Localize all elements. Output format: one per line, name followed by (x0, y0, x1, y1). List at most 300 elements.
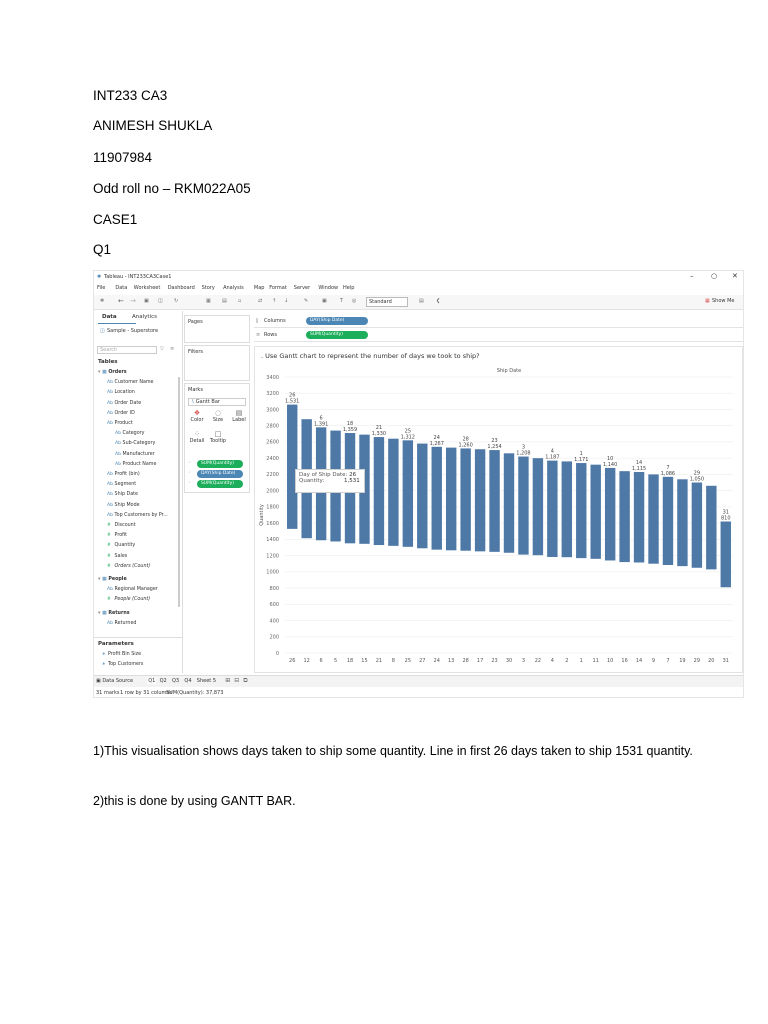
field-item[interactable] (107, 541, 135, 551)
sheet-tab-q4[interactable]: Q4 (184, 678, 192, 684)
highlight-icon[interactable]: ✎ (304, 298, 309, 304)
save-icon[interactable]: ▣ (144, 298, 149, 304)
detail-icon: ⁘ (194, 430, 200, 438)
new-story-icon[interactable]: ⧉ (243, 677, 248, 684)
x-tick-label: 28 (462, 658, 469, 664)
field-label: Order ID (113, 410, 135, 416)
menu-bar (94, 283, 743, 292)
pages-card[interactable] (184, 315, 250, 343)
table-group-people[interactable]: ▾ ▦ People (98, 577, 127, 582)
field-item[interactable] (107, 490, 138, 500)
table-group-label: Orders (108, 370, 127, 375)
new-dashboard-icon[interactable]: ⊟ (234, 677, 240, 684)
x-tick-label: 10 (606, 658, 614, 664)
doc-question: Q1 (93, 242, 112, 257)
menu-worksheet[interactable]: Worksheet (133, 285, 161, 291)
menu-server[interactable]: Server (293, 285, 311, 291)
data-label-day: 28 (462, 436, 469, 443)
gantt-bar (403, 440, 413, 547)
columns-label: Columns (264, 318, 286, 324)
data-label-quantity: 1,115 (631, 465, 647, 472)
gantt-bar (287, 405, 297, 529)
data-label-day: 14 (635, 459, 643, 466)
x-tick-label: 17 (476, 658, 484, 664)
sheet-tab-q3[interactable]: Q3 (172, 678, 180, 684)
field-item[interactable] (107, 595, 150, 605)
x-tick-label: 8 (391, 658, 395, 664)
gantt-bar (648, 474, 658, 563)
y-tick-label: 1800 (266, 504, 279, 511)
y-tick-label: 2800 (266, 423, 279, 430)
data-label-quantity: 1,267 (429, 440, 444, 447)
answer-2: 2)this is done by using GANTT BAR. (93, 794, 296, 808)
field-label: Profit (113, 533, 128, 539)
field-item[interactable] (107, 552, 127, 562)
marks-tooltip-button[interactable] (209, 430, 227, 444)
data-label-day: 24 (433, 434, 440, 441)
rows-shelf[interactable] (254, 329, 743, 342)
gantt-bar (417, 444, 427, 549)
field-label: Sales (113, 553, 128, 559)
sort-asc-icon[interactable]: ↑ (272, 298, 277, 304)
field-item[interactable] (107, 378, 154, 388)
dimension-icon: Ab (107, 620, 113, 626)
marks-label: Marks (188, 387, 203, 393)
data-label-day: 10 (606, 455, 614, 462)
doc-roll-number: Odd roll no – RKM022A05 (93, 181, 251, 196)
menu-data[interactable]: Data (115, 285, 128, 291)
field-label: Regional Manager (113, 587, 158, 593)
gantt-bar (547, 461, 557, 557)
x-tick-label: 16 (621, 658, 628, 664)
field-label: Returned (113, 620, 137, 626)
gantt-bar (706, 486, 716, 570)
field-item[interactable] (115, 429, 144, 439)
field-item[interactable] (107, 585, 158, 595)
y-tick-label: 1600 (266, 520, 279, 527)
measure-icon: # (107, 563, 111, 569)
dimension-icon: Ab (107, 587, 113, 593)
filters-label: Filters (188, 349, 203, 355)
x-tick-label: 21 (375, 658, 383, 664)
field-label: Sub-Category (121, 441, 156, 447)
field-label: Top Customers by Pr... (113, 512, 168, 518)
mark-type-select[interactable]: ∖ Gantt Bar (188, 398, 246, 406)
sheet-tab-data-source[interactable]: ▣ Data Source (96, 678, 134, 684)
swap-icon[interactable]: ⇄ (258, 298, 263, 304)
x-tick-label: 20 (708, 658, 715, 664)
field-item[interactable] (107, 562, 150, 572)
dimension-icon: Ab (107, 482, 113, 488)
marks-button-label: Detail (189, 438, 205, 444)
measure-icon: # (107, 543, 111, 549)
x-tick-label: 27 (419, 658, 426, 664)
maximize-icon[interactable]: ○ (711, 272, 718, 280)
dimension-icon: Ab (115, 431, 121, 437)
x-tick-label: 6 (319, 658, 323, 664)
dimension-icon: Ab (107, 472, 113, 477)
field-item[interactable] (107, 480, 136, 490)
fit-select[interactable]: Standard (366, 297, 408, 307)
marks-button-label: Color (190, 417, 204, 423)
y-tick-label: 1200 (266, 553, 279, 560)
doc-course: INT233 CA3 (93, 88, 168, 103)
toolbar (94, 295, 743, 310)
table-group-label: People (108, 577, 127, 582)
tooltip-key-quantity: Quantity: (299, 478, 325, 484)
x-tick-label: 15 (361, 658, 368, 664)
tooltip-key-day: Day of Ship Date: (299, 472, 348, 478)
gantt-bar (619, 471, 629, 562)
data-label-quantity: 1,312 (400, 434, 416, 441)
status-marks: 31 marks (96, 690, 120, 696)
sheet-tab-sheet-5[interactable]: Sheet 5 (196, 678, 217, 684)
status-dimensions: 1 row by 31 columns (120, 690, 173, 696)
gantt-bar (605, 468, 615, 561)
gantt-bar (692, 483, 702, 568)
gantt-bar (721, 521, 731, 587)
show-me-icon[interactable]: ▦ (705, 298, 710, 304)
forward-icon[interactable]: → (130, 297, 136, 305)
field-label: Order Date (113, 400, 142, 406)
data-label-day: 26 (289, 392, 296, 399)
field-item[interactable] (107, 419, 133, 429)
field-item[interactable] (107, 409, 135, 419)
marks-color-button[interactable] (188, 409, 206, 423)
parameters-header: Parameters (98, 641, 134, 647)
size-icon: ◌ (214, 409, 222, 417)
data-label-quantity: 810 (721, 515, 731, 522)
field-label: Location (113, 390, 135, 396)
field-label: Profit (bin) (113, 472, 140, 477)
new-datasource-icon[interactable]: ◫ (158, 298, 163, 304)
data-label-quantity: 1,171 (574, 457, 589, 464)
dimension-icon: Ab (107, 380, 113, 386)
data-label-day: 21 (375, 425, 383, 432)
gantt-bar (388, 439, 398, 546)
x-tick-label: 29 (693, 658, 701, 664)
chart-header: Ship Date (496, 368, 522, 374)
filters-card[interactable] (184, 345, 250, 381)
measure-icon: # (107, 523, 111, 528)
table-group-label: Returns (108, 610, 130, 616)
marks-button-label: Size (212, 417, 224, 423)
menu-icon[interactable]: ≡ (170, 346, 175, 352)
gantt-bar (533, 458, 543, 555)
x-tick-label: 25 (404, 658, 412, 664)
field-item[interactable] (107, 521, 136, 531)
window-title: Tableau - INT233CA3Case1 (104, 274, 172, 280)
clear-icon[interactable]: ▫ (238, 298, 242, 304)
sheet-tabs-bar (94, 675, 743, 687)
data-label-day: 18 (346, 421, 354, 428)
shelves-column (184, 311, 250, 673)
field-label: Ship Date (113, 492, 138, 498)
menu-analysis[interactable]: Analysis (223, 285, 244, 291)
field-item[interactable] (107, 531, 127, 541)
chart-title: . Use Gantt chart to represent the number of days we took to ship? (261, 352, 480, 360)
dimension-icon: Ab (107, 502, 113, 508)
answer-1: 1)This visualisation shows days taken to ship some quantity. Line in first 26 days taken to ship 1531 quantity. (93, 744, 693, 758)
gantt-bar (562, 461, 572, 557)
datasource-name[interactable]: Sample - Superstore (107, 328, 159, 334)
tab-data[interactable]: Data (102, 314, 117, 320)
y-tick-label: 3400 (266, 374, 279, 381)
data-label-quantity: 1,208 (516, 450, 531, 457)
field-item[interactable] (115, 450, 155, 460)
sort-desc-icon[interactable]: ↓ (284, 298, 289, 304)
field-label: Customer Name (113, 380, 154, 386)
mark-pill-quantity[interactable]: SUM(Quantity) (197, 460, 243, 468)
gantt-bar (634, 472, 644, 563)
gantt-bar (432, 447, 442, 550)
rows-pill[interactable]: SUM(Quantity) (306, 331, 368, 339)
label-icon: ▤ (235, 409, 243, 417)
data-label-day: 29 (693, 470, 701, 477)
field-item[interactable] (107, 501, 140, 511)
x-tick-label: 31 (722, 658, 729, 664)
data-panel (94, 311, 183, 673)
measure-icon: # (107, 597, 111, 603)
x-tick-label: 2 (565, 658, 569, 664)
close-icon[interactable]: ✕ (732, 272, 738, 280)
status-sum: SUM(Quantity): 37,873 (166, 690, 224, 696)
color-icon: ❖ (193, 409, 201, 417)
tooltip-icon: □ (214, 430, 222, 438)
marks-size-button[interactable] (209, 409, 227, 423)
menu-story[interactable]: Story (201, 285, 215, 291)
gantt-bar (460, 448, 470, 550)
data-label-quantity: 1,260 (458, 442, 473, 449)
field-label: Ship Mode (113, 502, 140, 508)
x-tick-label: 26 (289, 658, 296, 664)
x-tick-label: 7 (666, 658, 670, 664)
y-tick-label: 800 (269, 585, 279, 592)
label-mark-icon: ◦ (188, 480, 191, 486)
y-tick-label: 2000 (266, 488, 279, 495)
columns-pill[interactable]: DAY(Ship Date) (306, 317, 368, 325)
x-tick-label: 3 (521, 658, 526, 664)
gantt-bar (576, 463, 586, 558)
y-tick-label: 2400 (266, 455, 279, 462)
menu-map[interactable]: Map (253, 285, 265, 291)
sheet-tab-q2[interactable]: Q2 (159, 678, 167, 684)
table-group-returns[interactable]: ▾ ▦ Returns (98, 610, 130, 616)
detail-mark-icon: ◦ (188, 470, 191, 476)
field-item[interactable] (107, 399, 141, 409)
marks-label-button[interactable] (230, 409, 248, 423)
field-item[interactable] (107, 470, 140, 480)
field-label: Orders (Count) (113, 563, 151, 569)
x-tick-label: 12 (303, 658, 310, 664)
gantt-bar (446, 448, 456, 551)
field-item[interactable] (107, 388, 135, 398)
viz-pane (254, 346, 743, 673)
gantt-chart (255, 347, 742, 672)
gantt-bar (591, 465, 601, 559)
data-label-quantity: 1,140 (602, 461, 618, 468)
x-tick-label: 1 (579, 658, 583, 664)
field-scrollbar[interactable] (178, 377, 180, 607)
marks-card (184, 383, 250, 493)
rows-icon: ≡ (256, 332, 261, 338)
tableau-icon: ✱ (97, 274, 102, 280)
table-group-orders[interactable]: ▾ ▦ Orders (98, 370, 127, 375)
menu-window[interactable]: Window (318, 285, 339, 291)
data-label-quantity: 1,330 (371, 431, 387, 438)
doc-case: CASE1 (93, 212, 138, 227)
data-label-day: 1 (579, 451, 583, 458)
labels-icon[interactable]: T (340, 298, 344, 304)
gantt-bar (518, 457, 528, 555)
data-label-day: 3 (521, 444, 526, 451)
x-tick-label: 30 (505, 658, 513, 664)
y-tick-label: 600 (269, 602, 279, 609)
measure-icon: # (107, 553, 111, 559)
parameter-item[interactable]: ∗ Top Customers (102, 662, 144, 667)
y-tick-label: 2200 (266, 472, 279, 479)
x-tick-label: 23 (491, 658, 498, 664)
data-label-day: 23 (491, 438, 498, 445)
sheet-tab-q1[interactable]: Q1 (148, 678, 156, 684)
dimension-icon: Ab (115, 461, 121, 467)
dimension-icon: Ab (107, 512, 113, 518)
filter-icon[interactable]: ▽ (160, 346, 164, 352)
data-label-quantity: 1,086 (660, 470, 676, 477)
data-label-day: 25 (404, 428, 412, 435)
gantt-bar (663, 477, 673, 565)
field-item[interactable] (115, 460, 156, 470)
tab-analytics[interactable]: Analytics (132, 314, 157, 320)
x-tick-label: 22 (534, 658, 542, 664)
field-item[interactable] (107, 619, 136, 629)
group-icon[interactable]: ▣ (322, 298, 327, 304)
field-label: Segment (113, 482, 137, 488)
show-me-button[interactable]: Show Me (712, 298, 735, 304)
pause-icon[interactable]: ↻ (174, 298, 179, 304)
columns-shelf[interactable] (254, 315, 743, 328)
datasource-icon: ◫ (100, 328, 105, 334)
menu-help[interactable]: Help (343, 285, 355, 291)
field-label: Quantity (113, 543, 136, 549)
pages-label: Pages (188, 319, 203, 325)
share-icon[interactable]: ❮ (436, 298, 441, 304)
tableau-logo-icon[interactable]: ✱ (100, 298, 105, 304)
back-icon[interactable]: ← (118, 297, 124, 305)
data-label-quantity: 1,359 (342, 427, 358, 434)
y-tick-label: 400 (269, 618, 279, 625)
y-tick-label: 0 (275, 650, 279, 657)
gantt-bar (504, 453, 514, 552)
parameter-item[interactable]: ∗ Profit Bin Size (102, 652, 142, 657)
field-label: Product (113, 421, 133, 426)
mark-pill-quantity-label[interactable]: SUM(Quantity) (197, 480, 243, 488)
x-tick-label: 19 (679, 658, 686, 664)
x-tick-label: 11 (592, 658, 599, 664)
x-tick-label: 24 (433, 658, 440, 664)
data-label-day: 4 (550, 448, 554, 455)
x-tick-label: 13 (448, 658, 455, 664)
minimize-icon[interactable]: – (690, 272, 694, 280)
marks-button-label: Label (232, 417, 246, 423)
menu-format[interactable]: Format (269, 285, 287, 291)
measure-icon: # (107, 533, 111, 539)
data-label-quantity: 1,531 (285, 398, 300, 405)
gantt-bar (677, 479, 687, 566)
status-bar (94, 687, 743, 698)
dimension-icon: Ab (107, 400, 113, 406)
doc-author: ANIMESH SHUKLA (93, 118, 213, 133)
new-worksheet-icon[interactable]: ⊞ (225, 677, 231, 684)
x-tick-label: 14 (635, 658, 643, 664)
new-sheet-icon[interactable]: ▦ (206, 298, 211, 304)
tables-header: Tables (98, 359, 118, 365)
data-label-day: 31 (722, 509, 729, 516)
dimension-icon: Ab (107, 410, 113, 416)
field-label: Product Name (121, 461, 157, 467)
data-label-quantity: 1,050 (689, 476, 705, 483)
gantt-bar (374, 437, 384, 545)
field-label: Discount (113, 523, 136, 528)
data-label-day: 6 (319, 415, 323, 422)
pin-icon[interactable]: ◎ (352, 298, 357, 304)
y-tick-label: 200 (269, 634, 279, 641)
dimension-icon: Ab (107, 421, 113, 426)
dimension-icon: Ab (107, 390, 113, 396)
title-bar (94, 271, 743, 282)
duplicate-icon[interactable]: ▤ (222, 298, 227, 304)
field-label: Manufacturer (121, 451, 155, 457)
marks-detail-button[interactable] (188, 430, 206, 444)
dimension-icon: Ab (115, 441, 121, 447)
x-tick-label: 4 (550, 658, 554, 664)
x-tick-label: 18 (346, 658, 354, 664)
tooltip-value-quantity: 1,531 (343, 478, 360, 484)
x-tick-label: 5 (333, 658, 338, 664)
tooltip-value-day: 26 (349, 472, 357, 478)
marks-button-label: Tooltip (209, 438, 227, 444)
data-label-day: 7 (666, 464, 670, 471)
y-tick-label: 2600 (266, 439, 279, 446)
gantt-bar (489, 450, 499, 552)
tab-data-underline (98, 323, 136, 324)
tableau-screenshot (93, 270, 744, 698)
mark-buttons (188, 409, 248, 449)
mark-pill-ship-date[interactable]: DAY(Ship Date) (197, 470, 243, 478)
x-tick-label: 9 (651, 658, 656, 664)
field-item[interactable] (115, 439, 155, 449)
y-tick-label: 3000 (266, 407, 279, 414)
field-item[interactable] (107, 511, 168, 521)
columns-icon: ∥ (256, 318, 259, 324)
dimension-icon: Ab (107, 492, 113, 498)
doc-reg-number: 11907984 (93, 150, 153, 165)
y-tick-label: 1400 (266, 537, 279, 544)
field-label: Category (121, 431, 145, 437)
chart-icon[interactable]: ▤ (419, 298, 424, 304)
menu-file[interactable]: File (97, 285, 106, 291)
divider (94, 637, 182, 638)
y-tick-label: 3200 (266, 391, 279, 398)
menu-dashboard[interactable]: Dashboard (167, 285, 195, 291)
field-search-input[interactable]: Search (97, 346, 157, 354)
data-label-quantity: 1,391 (313, 421, 329, 428)
data-label-quantity: 1,187 (545, 454, 560, 461)
data-label-quantity: 1,254 (487, 444, 502, 451)
gantt-bar (475, 449, 485, 551)
rows-label: Rows (264, 332, 278, 338)
y-axis-label: Quantity (259, 504, 265, 526)
